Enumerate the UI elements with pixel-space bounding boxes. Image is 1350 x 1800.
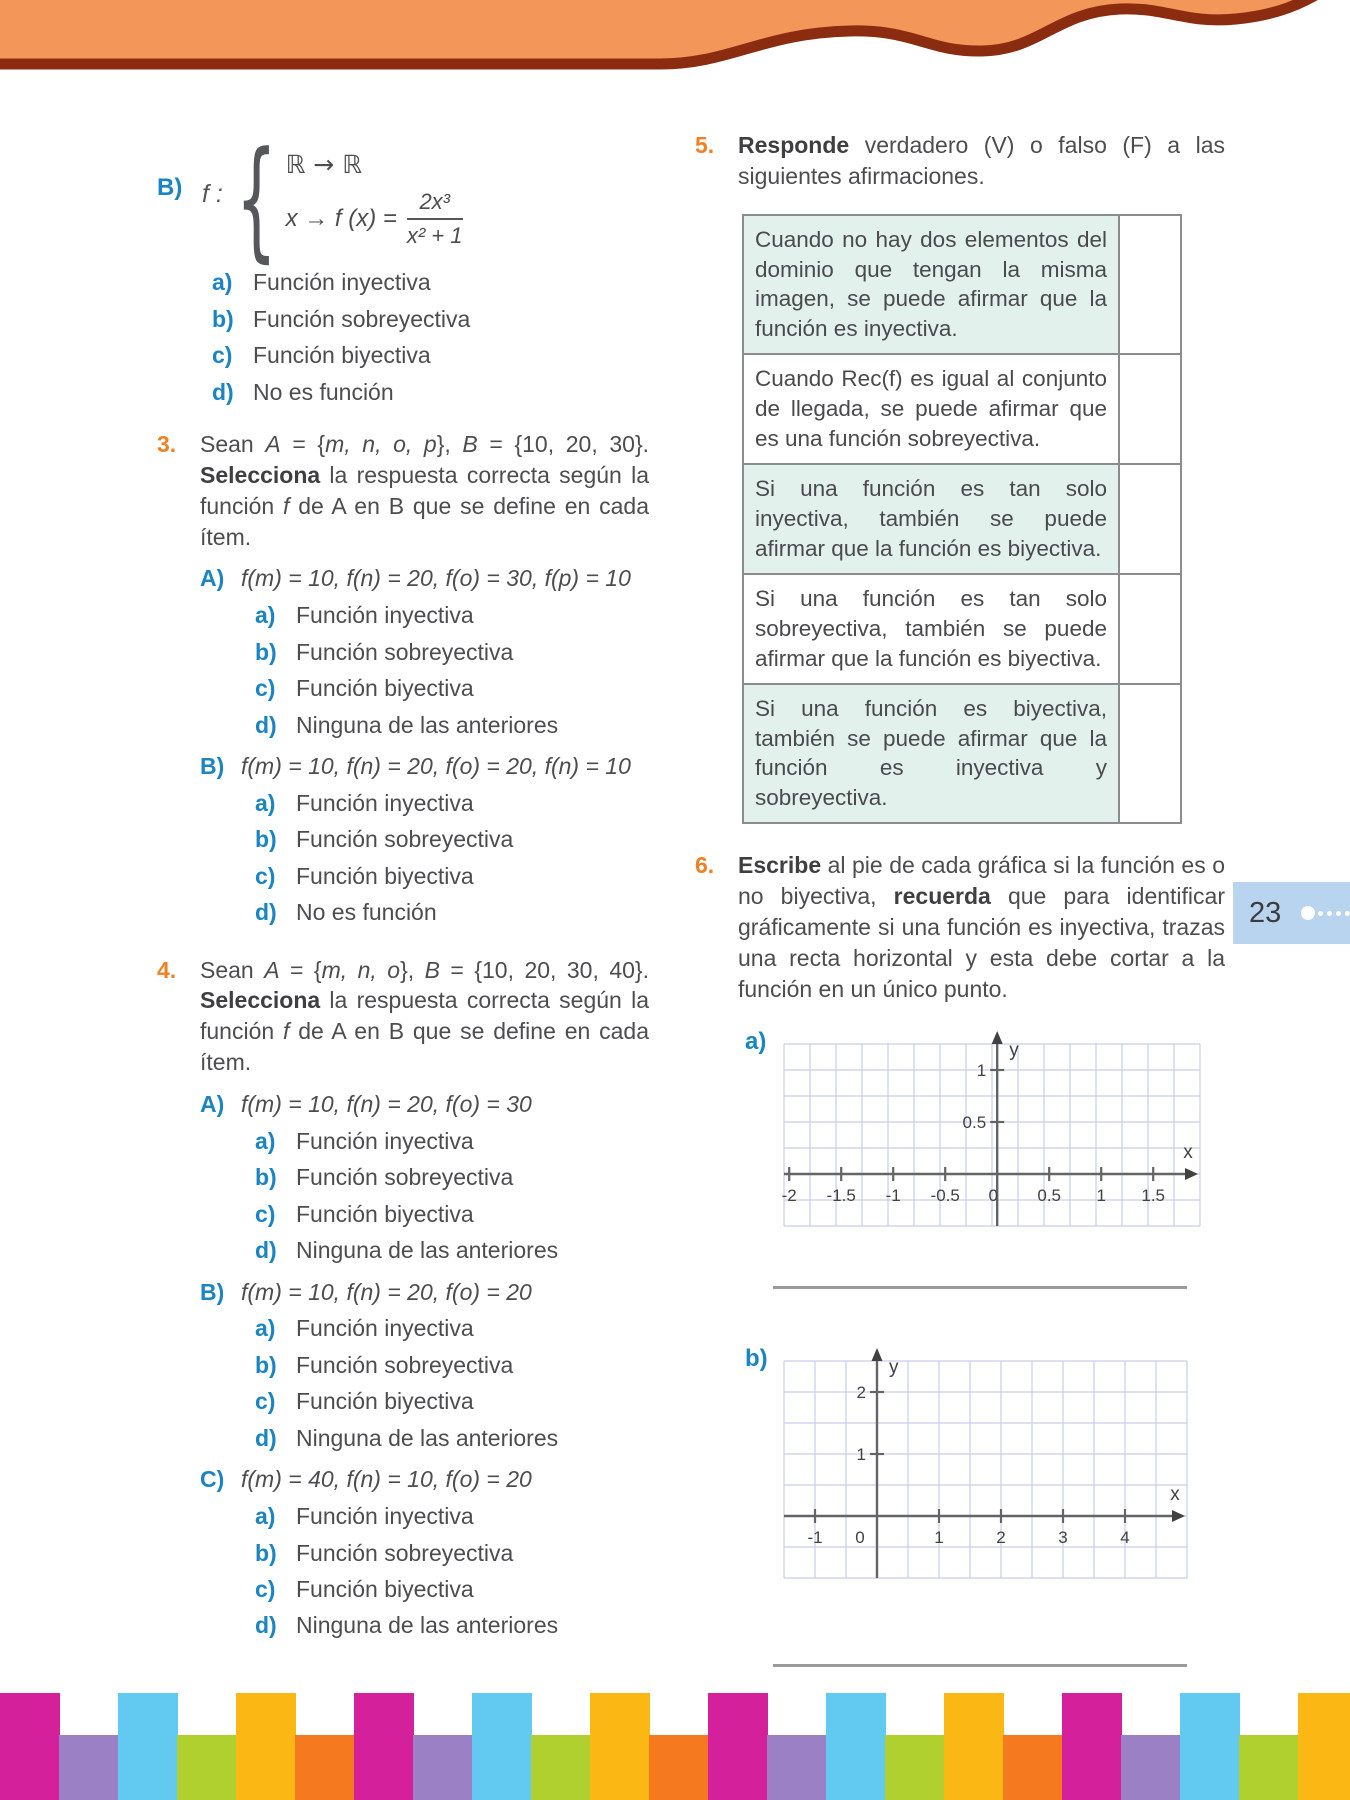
option-text: Función inyectiva [296, 1315, 474, 1342]
question-4-part-c [200, 1465, 649, 1641]
y-arrow-icon [992, 1031, 1003, 1044]
option-text: Función biyectiva [253, 342, 431, 369]
question-4 [157, 955, 649, 1648]
options-list [200, 1502, 649, 1641]
footer-bar [59, 1735, 119, 1800]
tick-marks [782, 1061, 1165, 1205]
answer-cell [1119, 464, 1181, 574]
footer-bar [767, 1735, 827, 1800]
answer-cell [1119, 574, 1181, 684]
footer-bar [118, 1693, 178, 1800]
option-text: Función inyectiva [296, 602, 474, 629]
x-tick-label: 0.5 [1037, 1186, 1062, 1206]
part-label: A) [200, 565, 225, 592]
option-key: b) [255, 1351, 277, 1378]
text-run: f [283, 492, 290, 519]
statement-cell: Cuando no hay dos elementos del dominio que tengan la misma imagen, se puede afirmar que la función es inyectiva. [743, 215, 1119, 355]
option-row [255, 1200, 649, 1229]
y-tick-label: 2 [856, 1383, 866, 1403]
question-6-intro [738, 850, 1225, 1004]
option-key: b) [255, 1539, 277, 1566]
question-4-body [200, 955, 649, 1648]
text-run: al pie de cada gráfica si la función es o no biyectiva, [738, 852, 1225, 910]
part-label: B) [200, 1278, 225, 1305]
coordinate-grid-b [782, 1345, 1195, 1588]
option-row [212, 305, 649, 334]
option-row [255, 1163, 649, 1192]
brace-glyph: { [235, 123, 277, 275]
table-row [743, 354, 1181, 464]
option-row [212, 341, 649, 370]
option-text: Ninguna de las anteriores [296, 711, 559, 738]
fraction-numerator: 2x³ [407, 189, 463, 220]
rule-lhs: x → f (x) = [285, 205, 397, 232]
footer-bar [944, 1693, 1004, 1800]
option-row [255, 898, 649, 927]
text-run: de A en B que se define en cada ítem. [200, 492, 649, 550]
option-row [255, 1236, 649, 1265]
option-key: d) [255, 1424, 277, 1451]
text-run: = {10, 20, 30, 40}. [439, 956, 649, 983]
statement-cell: Cuando Rec(f) es igual al conjunto de llegada, se puede afirmar que es una función sobreyectiva. [743, 354, 1119, 464]
option-text: Función inyectiva [296, 789, 474, 816]
option-text: Ninguna de las anteriores [296, 1237, 559, 1264]
option-row [255, 638, 649, 667]
question-6-body [738, 850, 1225, 1004]
part-definition: f(m) = 10, f(n) = 20, f(o) = 20 [241, 1278, 532, 1305]
option-key: c) [255, 675, 276, 702]
text-run: verdadero (V) o falso (F) a las siguientes afirmaciones. [738, 132, 1225, 189]
footer-bar [354, 1693, 414, 1800]
text-run: = { [280, 431, 326, 458]
option-key: a) [255, 1315, 276, 1342]
text-run: B [424, 956, 440, 983]
text-run: = { [279, 956, 322, 983]
footer-bar [531, 1735, 591, 1800]
option-row [255, 825, 649, 854]
footer-bar [826, 1693, 886, 1800]
answer-line-b [773, 1664, 1187, 1667]
option-row [255, 1424, 649, 1453]
right-column [695, 130, 1225, 1667]
options-list [200, 789, 649, 928]
options-list-2b [157, 268, 649, 407]
function-domain: ℝ → ℝ [285, 150, 363, 179]
option-row [255, 601, 649, 630]
question-2b [157, 123, 649, 275]
option-row [255, 711, 649, 740]
part-definition: f(m) = 10, f(n) = 20, f(o) = 20, f(n) = 10 [241, 753, 631, 780]
text-run: = {10, 20, 30}. [477, 431, 650, 458]
option-key: d) [212, 378, 234, 405]
text-run: Selecciona [200, 461, 321, 488]
option-text: No es función [253, 378, 394, 405]
option-key: b) [212, 305, 234, 332]
option-text: Función sobreyectiva [296, 1351, 514, 1378]
text-run: la respuesta correcta según la función [200, 987, 649, 1045]
option-row [212, 378, 649, 407]
part-label: B) [200, 753, 225, 780]
option-key: a) [255, 1127, 276, 1154]
option-row [255, 1314, 649, 1343]
option-text: Función sobreyectiva [296, 1164, 514, 1191]
x-axis-label: x [1183, 1142, 1193, 1164]
question-4-part-b [200, 1278, 649, 1454]
text-run: Sean [200, 431, 266, 458]
option-key: c) [255, 1388, 276, 1415]
part-label: C) [200, 1466, 225, 1493]
y-tick-label: 1 [976, 1061, 987, 1081]
footer-bar [885, 1735, 945, 1800]
text-run: A [265, 431, 281, 458]
true-false-table [742, 214, 1182, 825]
part-row [200, 752, 649, 782]
text-run: Selecciona [200, 987, 321, 1014]
option-text: Función biyectiva [296, 1388, 474, 1415]
x-tick-label: -1.5 [826, 1186, 856, 1206]
wave-header [0, 0, 1350, 130]
x-tick-label: 2 [996, 1528, 1006, 1548]
option-text: Función biyectiva [296, 862, 474, 889]
footer-bar [590, 1693, 650, 1800]
footer-bar [177, 1735, 237, 1800]
question-3-body [200, 429, 649, 935]
option-row [255, 1127, 649, 1156]
wave-shape [0, 0, 1350, 64]
options-list [200, 1314, 649, 1453]
option-row [255, 1351, 649, 1380]
origin-label: 0 [988, 1186, 998, 1206]
option-row [255, 674, 649, 703]
footer-bar [295, 1735, 355, 1800]
statement-cell: Si una función es tan solo inyectiva, también se puede afirmar que la función es biyectiva. [743, 464, 1119, 574]
graph-b-label: b) [745, 1345, 768, 1373]
footer-bars [0, 1690, 1350, 1800]
option-text: Función biyectiva [296, 1575, 474, 1602]
option-text: Función sobreyectiva [296, 1539, 514, 1566]
fraction-denominator: x² + 1 [406, 223, 463, 248]
footer-bar [708, 1693, 768, 1800]
y-tick-label: 1 [856, 1445, 866, 1465]
answer-cell [1119, 684, 1181, 824]
text-run: Sean [200, 956, 265, 983]
option-key: d) [255, 1237, 277, 1264]
option-text: Ninguna de las anteriores [296, 1612, 559, 1639]
statement-cell: Si una función es biyectiva, también se puede afirmar que la función es inyectiva y sobreyectiva. [743, 684, 1119, 824]
question-5-body [738, 130, 1225, 192]
coordinate-grid-a [782, 1028, 1208, 1236]
option-key: d) [255, 899, 277, 926]
question-4-part-a [200, 1090, 649, 1266]
part-label-b: B) [157, 174, 183, 201]
graph-a-label: a) [745, 1028, 767, 1056]
option-key: b) [255, 638, 277, 665]
x-tick-label: 1 [1096, 1186, 1106, 1206]
option-row [212, 268, 649, 297]
option-text: Ninguna de las anteriores [296, 1424, 559, 1451]
footer-bar [1298, 1693, 1350, 1800]
footer-bar [236, 1693, 296, 1800]
option-key: c) [212, 342, 233, 369]
dotted-line [1318, 911, 1350, 916]
page-number: 23 [1249, 896, 1282, 929]
options-list [200, 1127, 649, 1266]
part-row [200, 564, 649, 594]
text-run: Responde [738, 132, 850, 158]
table-row [743, 574, 1181, 684]
x-tick-label: -2 [782, 1186, 797, 1206]
question-4-intro [200, 955, 649, 1078]
question-5 [695, 130, 1225, 192]
option-key: c) [255, 1575, 276, 1602]
option-row [255, 1575, 649, 1604]
footer-bar [413, 1735, 473, 1800]
text-run: que para identificar gráficamente si una función es inyectiva, trazas una recta horizontal y esta debe cortar a la función en un único punto. [738, 883, 1225, 1002]
footer-bar [0, 1693, 60, 1800]
x-axis-label: x [1170, 1484, 1180, 1506]
table-row [743, 215, 1181, 355]
question-number: 4. [157, 956, 177, 983]
option-key: c) [255, 862, 276, 889]
option-text: Función inyectiva [296, 1503, 474, 1530]
option-key: b) [255, 1164, 277, 1191]
option-row [255, 1539, 649, 1568]
part-row [200, 1090, 649, 1120]
tick-marks [807, 1383, 1129, 1547]
graph-a-row [695, 1028, 1225, 1236]
true-false-table-body [743, 215, 1181, 824]
part-definition: f(m) = 10, f(n) = 20, f(o) = 30 [241, 1090, 532, 1117]
function-rule [286, 189, 463, 249]
text-run: m, n, o, p [325, 431, 437, 458]
question-3-part-a [200, 564, 649, 740]
footer-bar [1062, 1693, 1122, 1800]
option-key: a) [255, 789, 276, 816]
x-tick-label: -1 [885, 1186, 901, 1206]
statement-cell: Si una función es tan solo sobreyectiva, también se puede afirmar que la función es biyectiva. [743, 574, 1119, 684]
text-run: Escribe [738, 852, 822, 879]
part-definition: f(m) = 40, f(n) = 10, f(o) = 20 [241, 1466, 532, 1493]
question-number: 3. [157, 431, 177, 458]
footer-bar [1003, 1735, 1063, 1800]
option-key: a) [212, 269, 233, 296]
y-tick-label: 0.5 [962, 1113, 987, 1133]
question-number: 5. [695, 132, 715, 158]
option-row [255, 862, 649, 891]
question-number: 6. [695, 852, 715, 879]
option-text: Función inyectiva [296, 1127, 474, 1154]
option-row [255, 1611, 649, 1640]
text-run: m, n, o [321, 956, 401, 983]
option-text: No es función [296, 899, 437, 926]
dot-icon [1301, 906, 1315, 920]
left-column [157, 123, 650, 1648]
origin-label: 0 [855, 1528, 865, 1548]
x-arrow-icon [1172, 1510, 1185, 1522]
footer-bar [1239, 1735, 1299, 1800]
option-text: Función biyectiva [296, 1200, 474, 1227]
y-axis-label: y [1009, 1040, 1019, 1062]
option-text: Función inyectiva [253, 269, 431, 296]
footer-bar [649, 1735, 709, 1800]
part-row [200, 1278, 649, 1308]
text-run: de A en B que se define en cada ítem. [200, 1018, 649, 1076]
option-key: c) [255, 1200, 276, 1227]
x-tick-label: 1.5 [1141, 1186, 1166, 1206]
option-key: a) [255, 1503, 276, 1530]
footer-bar [1121, 1735, 1181, 1800]
option-row [255, 1387, 649, 1416]
x-tick-label: -1 [807, 1528, 823, 1548]
table-row [743, 684, 1181, 824]
option-key: b) [255, 826, 277, 853]
part-definition: f(m) = 10, f(n) = 20, f(o) = 30, f(p) = 10 [241, 565, 631, 592]
question-3-intro [200, 429, 649, 552]
option-key: d) [255, 1612, 277, 1639]
option-text: Función sobreyectiva [296, 638, 514, 665]
option-row [255, 1502, 649, 1531]
x-tick-label: 4 [1120, 1528, 1130, 1548]
part-label: A) [200, 1090, 225, 1117]
graph-b-row [695, 1345, 1225, 1588]
text-run: B [462, 431, 478, 458]
x-tick-label: -0.5 [930, 1186, 960, 1206]
option-text: Función biyectiva [296, 675, 474, 702]
page-number-tab [1233, 882, 1350, 944]
fraction [407, 189, 463, 249]
y-axis-label: y [889, 1357, 899, 1379]
option-text: Función sobreyectiva [296, 826, 514, 853]
x-tick-label: 1 [934, 1528, 944, 1548]
function-name: f : [202, 180, 223, 208]
option-row [255, 789, 649, 818]
question-5-intro [738, 130, 1225, 192]
part-row [200, 1465, 649, 1495]
answer-cell [1119, 215, 1181, 355]
option-key: a) [255, 602, 276, 629]
question-6 [695, 850, 1225, 1004]
answer-line-a [773, 1286, 1187, 1289]
text-run: }, [436, 431, 463, 458]
text-run: }, [400, 956, 425, 983]
text-run: A [264, 956, 280, 983]
footer-bar [472, 1693, 532, 1800]
table-row [743, 464, 1181, 574]
question-3 [157, 429, 649, 935]
options-list [200, 601, 649, 740]
text-run: la respuesta correcta según la función [200, 461, 649, 519]
answer-cell [1119, 354, 1181, 464]
question-3-part-b [200, 752, 649, 928]
x-tick-label: 3 [1058, 1528, 1068, 1548]
option-key: d) [255, 711, 277, 738]
text-run: f [283, 1018, 290, 1045]
footer-bar [1180, 1693, 1240, 1800]
function-definition [286, 142, 463, 256]
option-text: Función sobreyectiva [253, 305, 471, 332]
text-run: recuerda [893, 883, 991, 910]
y-arrow-icon [872, 1348, 883, 1361]
x-arrow-icon [1185, 1168, 1198, 1180]
